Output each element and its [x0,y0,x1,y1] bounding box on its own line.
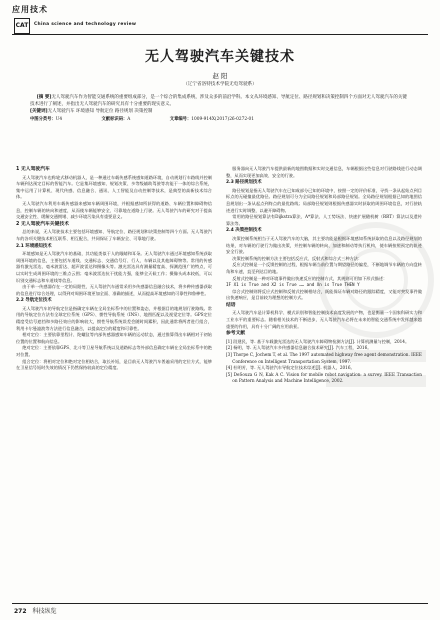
journal-name: 科技纵览 [32,608,57,615]
left-column [16,166,212,372]
reference-item: [1] 段建民，等. 基于车载激光雷达的无人驾驶汽车障碍物检测方法[J]. 计算机测量与控制，2014。 [226,338,410,344]
keywords-text: 无人驾驶汽车 环境感知 导航定位 路径规划 决策控制 [47,109,153,115]
body-paragraph: 环境感知是无人驾驶汽车的基础，其功能类似于人的眼睛和耳朵。无人驾驶汽车通过环境感知系统获取周围环境的信息，主要包括车道线、交通标志、交通信号灯、行人、车辆以及其他障碍物等。常用的传感器有激光雷达、毫米波雷达、超声波雷达和摄像头等。激光雷达具有测量精度高、探测范围广的特点，可以实时生成周围环境的三维点云图；毫米波雷达抗干扰能力强，能够全天候工作；摄像头成本较低，可以识别交通标志和车道线等信息。 [16,251,212,283]
classification-line [30,116,410,123]
body-paragraph: 无人驾驶汽车是计算机科学、模式识别和智能控制技术高度发展的产物，也是衡量一个国家科研实力和工业水平的重要标志。随着相关技术的不断进步，无人驾驶汽车必将在未来的智能交通系统中发挥越来越重要的作用，具有十分广阔的应用前景。 [226,310,422,329]
doc-code-field [102,117,131,122]
subsection-heading: 2.2 导航定位技术 [16,298,52,304]
body-paragraph: 服务器向无人驾驶汽车提供最新的地图数据和实时交通信息，车辆根据这些信息对行驶路线进行动态调整，从而实现更加高效、安全的行驶。 [226,166,422,178]
body-paragraph: 常用的路径规划算法有Dijkstra算法、A*算法、人工势场法、快速扩展随机树（RRT）算法以及遗传算法等。 [226,214,422,226]
body-paragraph: 绝对定位：主要依靠GPS、北斗等卫星导航系统以及道路标志等外部信息确定车辆在全局坐标系中的绝对位置。 [16,345,212,358]
clc-label: 中图分类号： [30,116,56,122]
body-paragraph: 相对定位：主要依靠里程计、陀螺仪等内部传感器感知车辆的运动状态，通过推算得出车辆相对于初始位置的位置和航向信息。 [16,332,212,344]
article-no-value: 1009-914X(2017)26-0272-01 [191,116,254,122]
section-heading: 2 无人驾驶汽车关键技术 [16,221,69,227]
article-title: 无人驾驶汽车关键技术 [145,49,295,65]
body-paragraph: 反射式控制是一种对环境事件做出快速反应的控制方式，其规则可用如下形式描述： [232,275,388,281]
body-paragraph: 总的来说，无人驾驶技术主要包括环境感知、导航定位、路径规划和决策控制等四个方面。无人驾驶汽车的各项关键技术相互联系、相互配合，共同保证了车辆安全、可靠地行驶。 [16,229,212,241]
reference-item: [4] 杜明芳，等. 无人驾驶汽车导航定位技术综述[J]. 机器人，2016。 [226,365,355,371]
keywords [30,108,410,115]
body-paragraph: 综合式控制则将反应式控制和反射式控制相结合，既能保证车辆对路径的跟踪精度，又能对突发事件做出快速响应，是目前较为理想的控制方式。 [226,288,422,301]
rule-formula: IF X1 is True and X2 is True …… and Xn is True THEN Y [226,282,360,288]
section-tag: 应用技术 [12,4,48,14]
section-heading: 1 无人驾驶汽车 [16,167,50,172]
journal-logo: CAT [14,18,30,34]
article-no-label: 文章编号： [169,116,192,122]
section-heading: 结语 [226,302,236,308]
right-column [226,166,422,385]
page-footer [14,606,57,615]
body-paragraph: 反应式控制是一个反馈控制的过程，根据车辆当前位置与期望路径的偏差，不断地调节车辆的方向盘转角和车速，直至到达目的地。 [226,262,422,274]
section-heading: 参考文献 [226,331,246,337]
subsection-heading: 2.4 决策控制技术 [226,228,262,234]
reference-item: [5] DeSouza G N, Kak A C. Vision for mobile robot navigation: a survey. IEEE Transaction on Pattern Analysis and Machine Intelligence, 2002. [226,371,422,384]
footer-rule [12,603,428,604]
author: 赵 阳 [212,72,228,80]
header-rule [12,34,428,35]
reference-item: [3] Thorpe C, Jochem T, et al. The 1997 automated highway free agent demonstration. IEEE Conference on Intelligent Transportation System, 1997. [226,352,422,364]
article-no-field [170,117,254,122]
body-paragraph: 无人驾驶汽车利用车载传感器来感知车辆周围环境，并根据感知所获得的道路、车辆位置和障碍物信息，控制车辆的转向和速度，从而使车辆能够安全、可靠地在道路上行驶。无人驾驶汽车的研究对于提高交通安全性、缓解交通拥堵、减少环境污染具有重要意义。 [16,200,212,220]
body-paragraph: 无人驾驶汽车也称轮式移动机器人，是一种通过车载传感系统感知道路环境，自动规划行车路线并控制车辆到达预定目标的智能汽车。它是集环境感知、规划决策、多等级辅助驾驶等功能于一体的综合系统，集中运用了计算机、现代传感、信息融合、通讯、人工智能及自动控制等技术，是典型的高新技术综合体。 [16,174,212,200]
keywords-label: [关键词] [30,109,48,115]
body-paragraph: 决策控制系统相当于无人驾驶汽车的大脑，其主要功能是根据环境感知系统获取的信息以及路径规划的结果，对车辆的行驶行为做出决策，并控制车辆的转向、加速和制动等执行机构，使车辆按照预定的轨迹安全行驶。 [226,235,422,255]
doc-code-label: 文献标识码： [101,116,128,122]
page-number: 272 [14,608,27,615]
body-paragraph: 路径规划是指无人驾驶汽车在已知或部分已知的环境中，按照一定的评价标准，寻找一条从起始点到目标点的无碰撞最优路径。路径规划可分为全局路径规划和局部路径规划。全局路径规划根据已知的地图信息规划出一条从起点到终点的最优路线；局部路径规划则根据传感器实时获取的周围环境信息，对行驶轨迹进行实时调整，以避开障碍物。 [226,187,422,213]
abstract-text: 无人驾驶汽车作为智能交通系统的重要组成部分，是一个综合的集成系统，涉及众多的前沿学科。本文从环境感知、导航定位、路径规划和决策控制四个方面对无人驾驶汽车的关键技术进行了阐述，并指出无人驾驶汽车的研究具有十分重要的现实意义。 [30,95,407,108]
abstract-label: [摘 要] [36,95,52,100]
clc-field [30,117,62,122]
journal-english-name: China science and technology review [34,22,137,27]
doc-code-value: A [127,116,131,122]
body-paragraph: 决策控制系统的控制方法主要包括反应式、反射式和综合式三种方法： [232,255,363,261]
affiliation: （辽宁省洛特技术学院无电驾驶系） [183,82,257,87]
abstract-block [30,94,410,123]
subsection-heading: 2.1 环境感知技术 [16,243,52,249]
subsection-heading: 2.3 路径规划技术 [226,180,262,186]
body-paragraph: 无人驾驶汽车的导航定位是指确定车辆在全局坐标系中的位置和姿态，并根据目的地规划行驶路线。常用的导航定位方法有全球定位系统（GPS）、惯性导航系统（INS）、地图匹配以及视觉定位等。GPS定位精度受信号遮挡和多路径效应的影响较大，惯性导航系统误差会随时间累积，因此通常将两者进行组合，利用卡尔曼滤波等方法进行信息融合，以提高定位的精度和可靠性。 [16,305,212,331]
reference-item: [2] 杨明，等. 无人驾驶汽车多传感器信息融合技术研究[J]. 汽车工程，2016。 [226,345,372,351]
body-paragraph: 由于单一传感器存在一定的局限性，无人驾驶汽车通常采用多传感器信息融合技术，将多种传感器获取的信息进行综合处理，以得到对周围环境更加全面、准确的描述，从而提高环境感知的可靠性和鲁棒性。 [16,284,212,296]
abstract [30,94,410,108]
body-paragraph: 组合定位：将相对定位和绝对定位相结合，取长补短，是目前无人驾驶汽车普遍采用的定位方式，能够在卫星信号短时失效的情况下仍然保持较高的定位精度。 [16,358,212,371]
page-header [12,4,428,34]
clc-value: U4 [55,116,63,122]
